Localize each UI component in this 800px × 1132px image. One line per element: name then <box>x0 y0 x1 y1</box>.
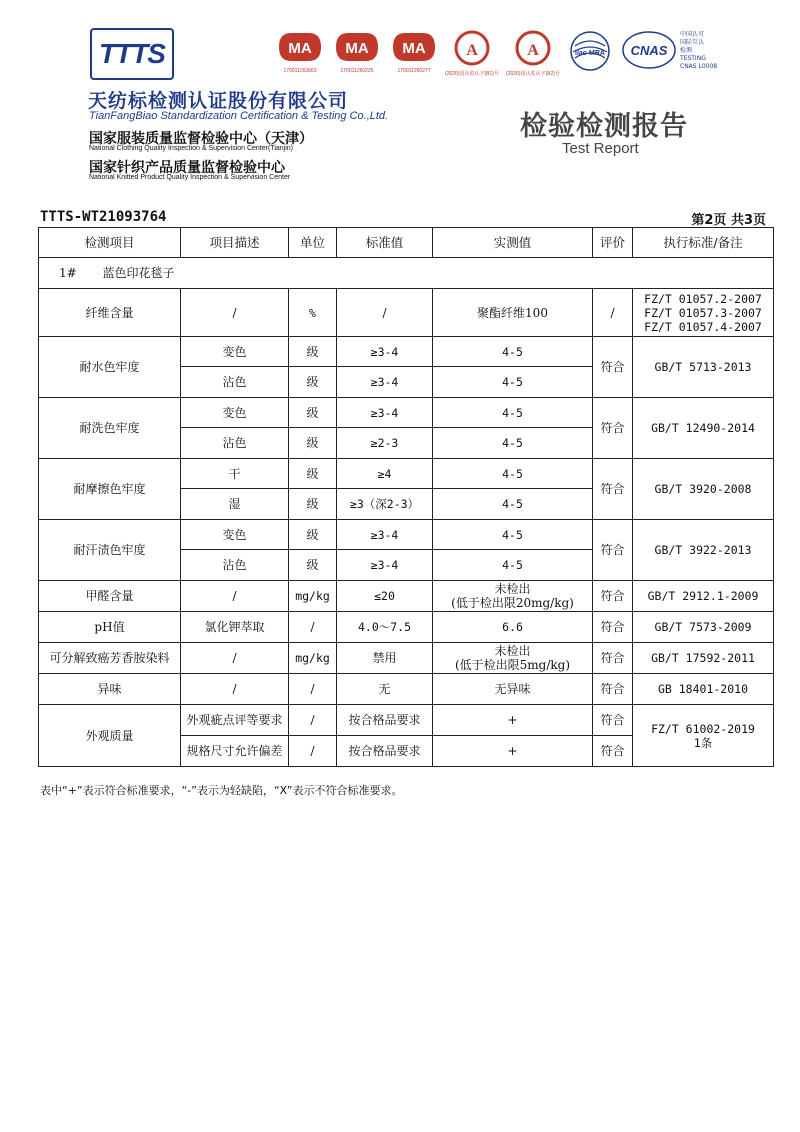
cma-seal-1 <box>277 30 330 74</box>
unit-cell: 级 <box>289 337 337 367</box>
header-cell: 项目描述 <box>181 228 289 258</box>
result-cell <box>433 581 593 612</box>
cma-seal-3 <box>391 30 444 74</box>
desc-cell: 规格尺寸允许偏差 <box>181 736 289 767</box>
std-cell: / <box>337 289 433 337</box>
report-number: TTTS-WT21093764 <box>40 209 167 225</box>
company-name-zh: 天纺标检测认证股份有限公司 <box>88 90 349 112</box>
std-cell: 禁用 <box>337 643 433 674</box>
ilac-mra-seal <box>569 28 611 78</box>
header-cell: 实测值 <box>433 228 593 258</box>
item-cell: pH值 <box>39 612 181 643</box>
unit-cell: 级 <box>289 367 337 398</box>
result-cell: 无异味 <box>433 674 593 705</box>
standard-line: 1条 <box>693 735 713 750</box>
item-cell: 异味 <box>39 674 181 705</box>
item-cell: 耐洗色牢度 <box>39 398 181 459</box>
item-cell: 耐摩擦色牢度 <box>39 459 181 520</box>
eval-cell: 符合 <box>593 643 633 674</box>
cma-seal-2 <box>334 30 387 74</box>
standard-cell: GB/T 2912.1-2009 <box>633 581 774 612</box>
standard-line: FZ/T 01057.2-2007 <box>644 291 762 306</box>
desc-cell: 变色 <box>181 398 289 428</box>
seal-caption: 170011263663 <box>283 68 317 74</box>
desc-cell: / <box>181 643 289 674</box>
cnas-seal <box>622 30 676 74</box>
table-row <box>39 643 774 674</box>
cal-seal-2 <box>506 30 563 77</box>
result-cell: + <box>433 736 593 767</box>
page-info: 第2页 共3页 <box>691 213 766 228</box>
std-cell: ≥3-4 <box>337 337 433 367</box>
svg-text:A: A <box>527 42 539 59</box>
desc-cell: 沾色 <box>181 367 289 398</box>
result-cell: 4-5 <box>433 367 593 398</box>
desc-cell: 干 <box>181 459 289 489</box>
result-cell <box>433 643 593 674</box>
sample-name: 蓝色印花毯子 <box>102 266 175 280</box>
standard-cell: GB/T 12490-2014 <box>633 398 774 459</box>
std-cell: ≥3-4 <box>337 520 433 550</box>
unit-cell: 级 <box>289 398 337 428</box>
std-cell: ≥3-4 <box>337 367 433 398</box>
test-results-table <box>38 227 774 767</box>
eval-cell: 符合 <box>593 398 633 459</box>
cnas-line: CNAS L0008 <box>680 63 718 70</box>
desc-cell: 沾色 <box>181 428 289 459</box>
standard-cell: GB 18401-2010 <box>633 674 774 705</box>
std-cell: ≤20 <box>337 581 433 612</box>
center2-name-zh: 国家针织产品质量监督检验中心 <box>89 160 285 176</box>
unit-cell: mg/kg <box>289 643 337 674</box>
unit-cell: 级 <box>289 520 337 550</box>
eval-cell: 符合 <box>593 337 633 398</box>
report-title-zh: 检验检测报告 <box>520 111 688 142</box>
result-cell: 聚酯纤维100 <box>433 289 593 337</box>
result-line: (低于检出限20mg/kg) <box>451 596 574 610</box>
result-cell: 6.6 <box>433 612 593 643</box>
header-cell: 评价 <box>593 228 633 258</box>
eval-cell: 符合 <box>593 581 633 612</box>
desc-cell: 变色 <box>181 337 289 367</box>
unit-cell: / <box>289 612 337 643</box>
seal-mark: MA <box>402 40 426 57</box>
result-cell: 4-5 <box>433 550 593 581</box>
item-cell: 耐水色牢度 <box>39 337 181 398</box>
table-row <box>39 705 774 736</box>
seal-mark: ilac-MRA <box>575 50 605 57</box>
cnas-line: 检测 <box>680 47 693 54</box>
footnote: 表中“+”表示符合标准要求，“-”表示为轻缺陷，“X”表示不符合标准要求。 <box>40 784 403 797</box>
desc-cell: / <box>181 674 289 705</box>
header-cell: 检测项目 <box>39 228 181 258</box>
table-row <box>39 398 774 428</box>
seal-caption: 170011260226 <box>340 68 374 74</box>
table-row <box>39 289 774 337</box>
eval-cell: 符合 <box>593 459 633 520</box>
seal-caption: (2020)国认监认字(B2)号 <box>506 71 560 77</box>
result-cell: 4-5 <box>433 459 593 489</box>
result-line: (低于检出限5mg/kg) <box>454 658 571 672</box>
result-cell: + <box>433 705 593 736</box>
seal-mark: MA <box>288 40 312 57</box>
unit-cell: mg/kg <box>289 581 337 612</box>
desc-cell: 湿 <box>181 489 289 520</box>
desc-cell: 氯化钾萃取 <box>181 612 289 643</box>
seal-caption: 170011260277 <box>397 68 431 74</box>
cal-seal-1 <box>445 30 502 77</box>
eval-cell: 符合 <box>593 674 633 705</box>
result-cell: 4-5 <box>433 398 593 428</box>
unit-cell: 级 <box>289 550 337 581</box>
std-cell: 按合格品要求 <box>337 705 433 736</box>
center2-name-en: National Knitted Product Quality Inspection & Supervision Center <box>89 174 291 181</box>
unit-cell: / <box>289 705 337 736</box>
std-cell: ≥3-4 <box>337 398 433 428</box>
sample-row <box>39 258 774 289</box>
cnas-caption <box>680 31 717 71</box>
eval-cell: 符合 <box>593 520 633 581</box>
standard-line: FZ/T 61002-2019 <box>651 721 755 736</box>
table-row <box>39 674 774 705</box>
header-cell: 标准值 <box>337 228 433 258</box>
svg-text:A: A <box>466 42 478 59</box>
table-row <box>39 581 774 612</box>
item-cell: 纤维含量 <box>39 289 181 337</box>
std-cell: ≥3-4 <box>337 550 433 581</box>
unit-cell: / <box>289 674 337 705</box>
eval-cell: 符合 <box>593 612 633 643</box>
std-cell: ≥2-3 <box>337 428 433 459</box>
cnas-mark: CNAS <box>630 43 668 58</box>
result-cell: 4-5 <box>433 428 593 459</box>
table-row <box>39 337 774 367</box>
eval-cell: 符合 <box>593 705 633 736</box>
desc-cell: 沾色 <box>181 550 289 581</box>
unit-cell: 级 <box>289 459 337 489</box>
std-cell: 按合格品要求 <box>337 736 433 767</box>
seal-caption: (2020)国认监认字(B1)号 <box>445 71 499 77</box>
table-row <box>39 520 774 550</box>
std-cell: 4.0～7.5 <box>337 612 433 643</box>
seal-mark: MA <box>345 40 369 57</box>
header-cell: 单位 <box>289 228 337 258</box>
result-line: 未检出 <box>494 644 531 658</box>
standard-cell: GB/T 3920-2008 <box>633 459 774 520</box>
standard-cell: GB/T 7573-2009 <box>633 612 774 643</box>
cnas-line: 中国认可 <box>680 31 705 38</box>
item-cell: 外观质量 <box>39 705 181 767</box>
desc-cell: 外观疵点评等要求 <box>181 705 289 736</box>
standard-cell <box>633 289 774 337</box>
standard-cell: GB/T 3922-2013 <box>633 520 774 581</box>
report-title-en: Test Report <box>562 140 639 157</box>
standard-cell: GB/T 17592-2011 <box>633 643 774 674</box>
desc-cell: 变色 <box>181 520 289 550</box>
sample-number: 1# <box>59 266 77 280</box>
unit-cell: 级 <box>289 489 337 520</box>
unit-cell: 级 <box>289 428 337 459</box>
company-name-en: TianFangBiao Standardization Certification & Testing Co.,Ltd. <box>89 110 389 122</box>
result-cell: 4-5 <box>433 489 593 520</box>
ttts-logo: TTTS <box>90 28 174 80</box>
center1-name-zh: 国家服装质量监督检验中心（天津） <box>89 131 313 147</box>
desc-cell: / <box>181 581 289 612</box>
desc-cell: / <box>181 289 289 337</box>
sample-cell <box>39 258 774 289</box>
cnas-line: 国际互认 <box>680 39 705 46</box>
eval-cell: 符合 <box>593 736 633 767</box>
cnas-line: TESTING <box>680 55 706 62</box>
eval-cell: / <box>593 289 633 337</box>
standard-cell <box>633 705 774 767</box>
std-cell: 无 <box>337 674 433 705</box>
standard-line: FZ/T 01057.4-2007 <box>644 319 762 334</box>
result-line: 未检出 <box>494 582 531 596</box>
header-cell: 执行标准/备注 <box>633 228 774 258</box>
result-cell: 4-5 <box>433 520 593 550</box>
std-cell: ≥3（深2-3） <box>337 489 433 520</box>
unit-cell: % <box>289 289 337 337</box>
item-cell: 甲醛含量 <box>39 581 181 612</box>
table-header-row <box>39 228 774 258</box>
std-cell: ≥4 <box>337 459 433 489</box>
center1-name-en: National Clothing Quality Inspection & Supervision Center(Tianjin) <box>89 145 294 152</box>
result-cell: 4-5 <box>433 337 593 367</box>
item-cell: 可分解致癌芳香胺染料 <box>39 643 181 674</box>
item-cell: 耐汗渍色牢度 <box>39 520 181 581</box>
standard-cell: GB/T 5713-2013 <box>633 337 774 398</box>
table-row <box>39 459 774 489</box>
table-row <box>39 612 774 643</box>
standard-line: FZ/T 01057.3-2007 <box>644 305 762 320</box>
unit-cell: / <box>289 736 337 767</box>
